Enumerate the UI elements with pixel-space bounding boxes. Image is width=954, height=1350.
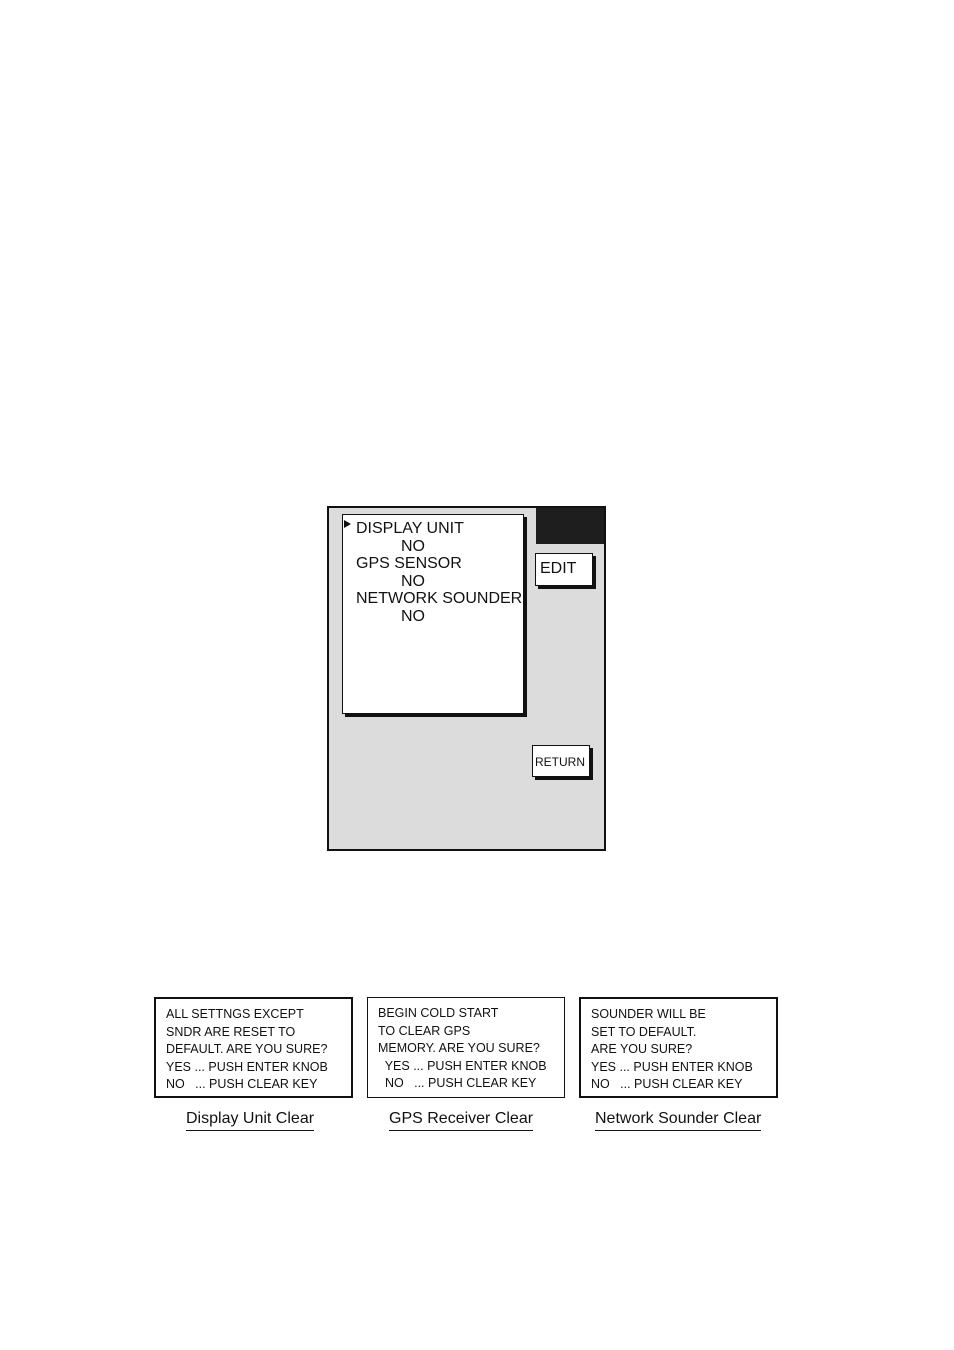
menu-item-display-unit[interactable]: DISPLAY UNIT xyxy=(356,520,464,537)
menu-item-network-sounder[interactable]: NETWORK SOUNDER xyxy=(356,590,523,607)
dialog-line: NO ... PUSH CLEAR KEY xyxy=(166,1077,318,1091)
gps-receiver-clear-dialog xyxy=(367,997,565,1098)
dialog-line: NO ... PUSH CLEAR KEY xyxy=(591,1077,743,1091)
dialog-line: ARE YOU SURE? xyxy=(591,1042,693,1056)
caption-network-sounder-clear: Network Sounder Clear xyxy=(595,1109,761,1131)
clear-menu-window xyxy=(342,514,524,714)
dialog-line: SET TO DEFAULT. xyxy=(591,1024,697,1039)
dialog-line: YES ... PUSH ENTER KNOB xyxy=(166,1059,328,1074)
return-button[interactable]: RETURN xyxy=(532,745,590,777)
network-sounder-clear-dialog xyxy=(579,997,778,1098)
caption-gps-receiver-clear: GPS Receiver Clear xyxy=(389,1109,533,1131)
display-unit-clear-dialog xyxy=(154,997,353,1098)
menu-value-display-unit[interactable]: NO xyxy=(401,538,425,555)
dialog-line: ALL SETTNGS EXCEPT xyxy=(166,1007,304,1021)
menu-item-gps-sensor[interactable]: GPS SENSOR xyxy=(356,555,462,572)
menu-value-gps-sensor[interactable]: NO xyxy=(401,573,425,590)
dialog-line: YES ... PUSH ENTER KNOB xyxy=(378,1058,547,1073)
edit-button[interactable]: EDIT xyxy=(535,553,593,586)
dialog-line: SNDR ARE RESET TO xyxy=(166,1024,296,1039)
dialog-line: YES ... PUSH ENTER KNOB xyxy=(591,1059,753,1074)
menu-value-network-sounder[interactable]: NO xyxy=(401,608,425,625)
cursor-arrow-icon xyxy=(344,520,351,528)
dialog-line: BEGIN COLD START xyxy=(378,1006,499,1020)
caption-display-unit-clear: Display Unit Clear xyxy=(186,1109,314,1131)
dialog-line: SOUNDER WILL BE xyxy=(591,1007,706,1021)
clear-memory-screen xyxy=(327,506,606,851)
dialog-line: TO CLEAR GPS xyxy=(378,1023,471,1038)
dialog-line: DEFAULT. ARE YOU SURE? xyxy=(166,1042,328,1056)
dialog-line: NO ... PUSH CLEAR KEY xyxy=(378,1076,537,1090)
dialog-line: MEMORY. ARE YOU SURE? xyxy=(378,1041,540,1055)
title-bar-block xyxy=(536,508,604,544)
